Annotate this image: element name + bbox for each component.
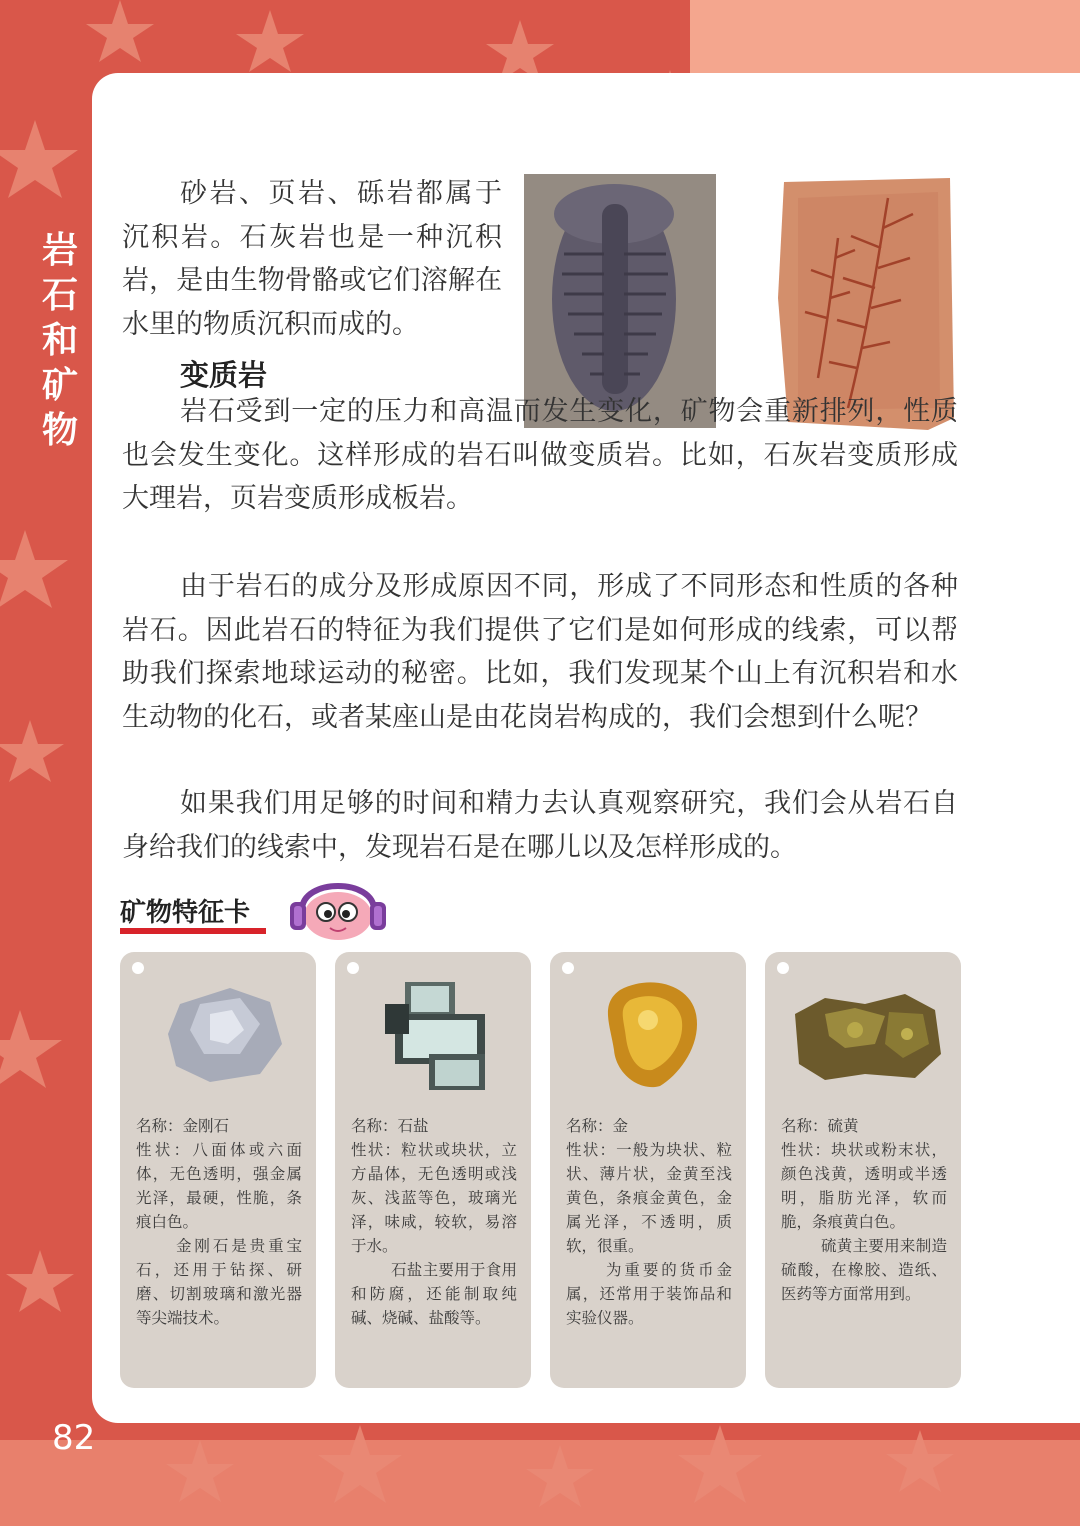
mineral-card-halite — [335, 952, 531, 1388]
diamond-image — [140, 974, 300, 1094]
paragraph-sedimentary: 砂岩、页岩、砾岩都属于沉积岩。石灰岩也是一种沉积岩，是由生物骨骼或它们溶解在水里的物质沉积而成的。 — [122, 178, 502, 340]
card-properties: 性状：粒状或块状，立方晶体，无色透明或浅灰、浅蓝等色，玻璃光泽，味咸，较软，易溶于水。 — [351, 1141, 517, 1255]
card-name: 名称：硫黄 — [781, 1117, 859, 1135]
card-use: 硫黄主要用来制造硫酸，在橡胶、造纸、医药等方面常用到。 — [781, 1237, 947, 1303]
card-dot — [562, 962, 574, 974]
headphone-mascot-icon — [284, 872, 392, 944]
card-dot — [347, 962, 359, 974]
title-underline — [120, 928, 266, 934]
card-use: 石盐主要用于食用和防腐，还能制取纯碱、烧碱、盐酸等。 — [351, 1261, 517, 1327]
card-properties: 性状：八面体或六面体，无色透明，强金属光泽，最硬，性脆，条痕白色。 — [136, 1141, 302, 1231]
sulfur-image — [785, 974, 945, 1094]
heading-metamorphic-rock: 变质岩 — [180, 358, 268, 392]
chapter-side-title: 岩石和矿物 — [41, 230, 78, 451]
card-dot — [132, 962, 144, 974]
paragraph-metamorphic — [122, 390, 958, 521]
gold-nugget-image — [570, 974, 730, 1094]
mineral-card-sulfur — [765, 952, 961, 1388]
mineral-cards-title: 矿物特征卡 — [120, 898, 251, 928]
card-use: 金刚石是贵重宝石，还用于钻探、研磨、切割玻璃和激光器等尖端技术。 — [136, 1237, 302, 1327]
paragraph-metamorphic-text: 岩石受到一定的压力和高温而发生变化，矿物会重新排列，性质也会发生变化。这样形成的岩石叫做变质岩。比如，石灰岩变质形成大理岩，页岩变质形成板岩。 — [122, 396, 958, 514]
paragraph-rock-clues: 由于岩石的成分及形成原因不同，形成了不同形态和性质的各种岩石。因此岩石的特征为我们提供了它们是如何形成的线索，可以帮助我们探索地球运动的秘密。比如，我们发现某个山上有沉积岩和水生动物的化石，或者某座山是由花岗岩构成的，我们会想到什么呢？ — [122, 571, 958, 733]
mineral-card-diamond — [120, 952, 316, 1388]
card-use: 为重要的货币金属，还常用于装饰品和实验仪器。 — [566, 1261, 732, 1327]
card-properties: 性状：一般为块状、粒状、薄片状，金黄至浅黄色，条痕金黄色，金属光泽，不透明，质软，很重。 — [566, 1141, 732, 1255]
card-name: 名称：石盐 — [351, 1117, 429, 1135]
page-number: 82 — [52, 1418, 96, 1458]
paragraph-observation: 如果我们用足够的时间和精力去认真观察研究，我们会从岩石自身给我们的线索中，发现岩石是在哪儿以及怎样形成的。 — [122, 788, 958, 863]
card-name: 名称：金 — [566, 1117, 629, 1135]
halite-image — [355, 974, 515, 1094]
card-name: 名称：金刚石 — [136, 1117, 230, 1135]
card-properties: 性状：块状或粉末状，颜色浅黄，透明或半透明，脂肪光泽，软而脆，条痕黄白色。 — [781, 1141, 947, 1231]
mineral-card-gold — [550, 952, 746, 1388]
card-dot — [777, 962, 789, 974]
